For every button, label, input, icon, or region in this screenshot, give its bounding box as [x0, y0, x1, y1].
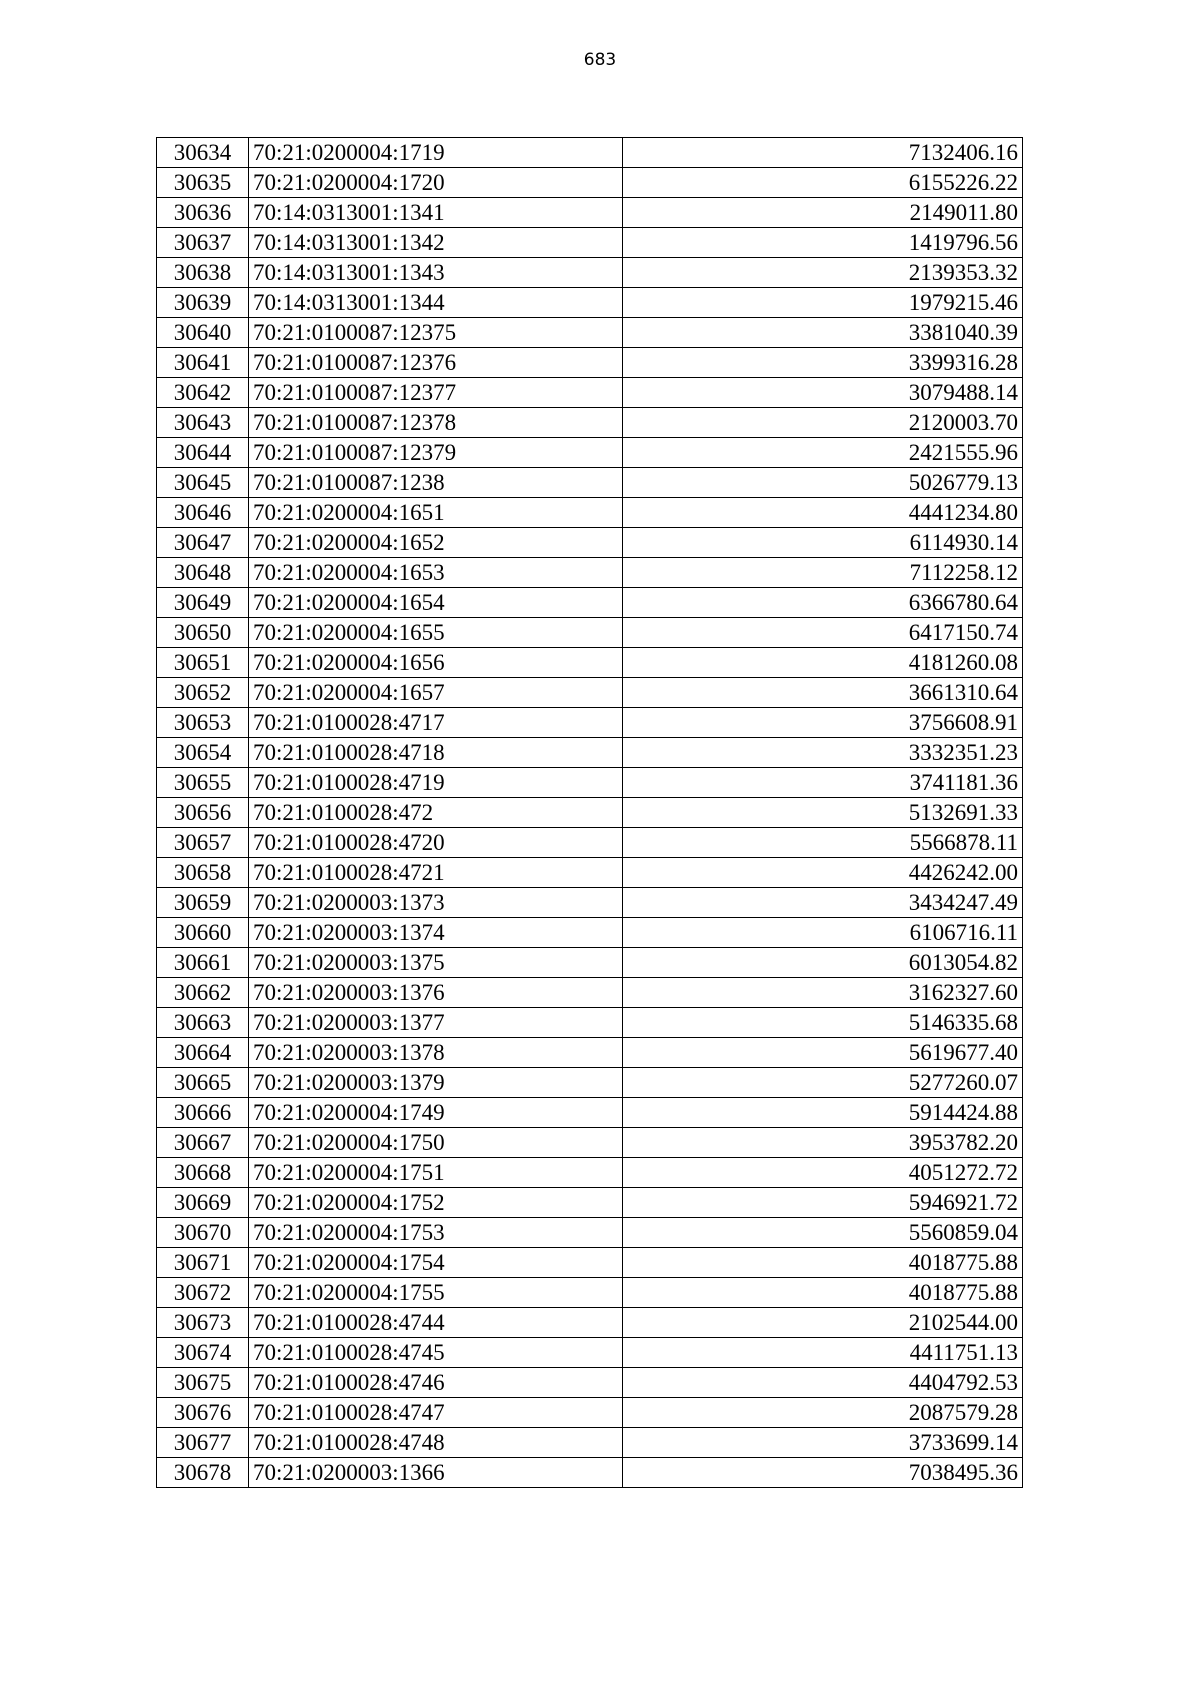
row-number-cell: 30635: [157, 168, 249, 198]
cadastral-number-cell: 70:21:0200004:1657: [249, 678, 623, 708]
row-number-cell: 30649: [157, 588, 249, 618]
row-number-cell: 30657: [157, 828, 249, 858]
row-number-cell: 30647: [157, 528, 249, 558]
table-row: [157, 1338, 1023, 1368]
cadastral-value-cell: 5560859.04: [623, 1218, 1023, 1248]
cadastral-number-cell: 70:21:0100028:4721: [249, 858, 623, 888]
cadastral-value-cell: 4051272.72: [623, 1158, 1023, 1188]
table-row: [157, 678, 1023, 708]
table-row: [157, 348, 1023, 378]
cadastral-number-cell: 70:14:0313001:1342: [249, 228, 623, 258]
table-row: [157, 138, 1023, 168]
cadastral-value-cell: 6155226.22: [623, 168, 1023, 198]
cadastral-value-cell: 5026779.13: [623, 468, 1023, 498]
cadastral-number-cell: 70:21:0100028:4745: [249, 1338, 623, 1368]
row-number-cell: 30672: [157, 1278, 249, 1308]
cadastral-number-cell: 70:21:0200004:1751: [249, 1158, 623, 1188]
row-number-cell: 30671: [157, 1248, 249, 1278]
cadastral-value-cell: 7132406.16: [623, 138, 1023, 168]
cadastral-number-cell: 70:21:0200004:1752: [249, 1188, 623, 1218]
cadastral-value-cell: 2102544.00: [623, 1308, 1023, 1338]
table-row: [157, 1368, 1023, 1398]
cadastral-value-cell: 3332351.23: [623, 738, 1023, 768]
cadastral-value-cell: 4018775.88: [623, 1278, 1023, 1308]
table-row: [157, 618, 1023, 648]
cadastral-value-cell: 3399316.28: [623, 348, 1023, 378]
cadastral-value-cell: 2087579.28: [623, 1398, 1023, 1428]
row-number-cell: 30659: [157, 888, 249, 918]
cadastral-value-cell: 3756608.91: [623, 708, 1023, 738]
table-row: [157, 1098, 1023, 1128]
table-row: [157, 468, 1023, 498]
cadastral-value-cell: 2120003.70: [623, 408, 1023, 438]
row-number-cell: 30678: [157, 1458, 249, 1488]
row-number-cell: 30646: [157, 498, 249, 528]
cadastral-number-cell: 70:21:0100087:12376: [249, 348, 623, 378]
cadastral-value-cell: 5277260.07: [623, 1068, 1023, 1098]
row-number-cell: 30669: [157, 1188, 249, 1218]
cadastral-value-cell: 4411751.13: [623, 1338, 1023, 1368]
cadastral-value-cell: 5946921.72: [623, 1188, 1023, 1218]
table-row: [157, 408, 1023, 438]
cadastral-value-cell: 4441234.80: [623, 498, 1023, 528]
cadastral-value-cell: 2421555.96: [623, 438, 1023, 468]
row-number-cell: 30648: [157, 558, 249, 588]
row-number-cell: 30655: [157, 768, 249, 798]
table-row: [157, 948, 1023, 978]
table-body: [157, 138, 1023, 1488]
cadastral-value-cell: 3733699.14: [623, 1428, 1023, 1458]
row-number-cell: 30644: [157, 438, 249, 468]
row-number-cell: 30670: [157, 1218, 249, 1248]
cadastral-value-cell: 1419796.56: [623, 228, 1023, 258]
cadastral-number-cell: 70:21:0100028:4717: [249, 708, 623, 738]
cadastral-value-cell: 1979215.46: [623, 288, 1023, 318]
cadastral-number-cell: 70:21:0200003:1377: [249, 1008, 623, 1038]
table-row: [157, 438, 1023, 468]
row-number-cell: 30639: [157, 288, 249, 318]
cadastral-number-cell: 70:21:0100028:472: [249, 798, 623, 828]
row-number-cell: 30673: [157, 1308, 249, 1338]
cadastral-value-cell: 5619677.40: [623, 1038, 1023, 1068]
cadastral-value-cell: 2139353.32: [623, 258, 1023, 288]
cadastral-number-cell: 70:21:0200004:1651: [249, 498, 623, 528]
table-row: [157, 378, 1023, 408]
cadastral-number-cell: 70:21:0100087:12378: [249, 408, 623, 438]
table-row: [157, 1008, 1023, 1038]
cadastral-number-cell: 70:21:0100087:12377: [249, 378, 623, 408]
table-row: [157, 198, 1023, 228]
cadastral-value-cell: 3381040.39: [623, 318, 1023, 348]
cadastral-number-cell: 70:21:0200004:1652: [249, 528, 623, 558]
row-number-cell: 30660: [157, 918, 249, 948]
cadastral-number-cell: 70:14:0313001:1341: [249, 198, 623, 228]
table-row: [157, 828, 1023, 858]
cadastral-number-cell: 70:21:0100028:4720: [249, 828, 623, 858]
cadastral-number-cell: 70:21:0200004:1720: [249, 168, 623, 198]
cadastral-number-cell: 70:21:0200004:1655: [249, 618, 623, 648]
table-row: [157, 558, 1023, 588]
cadastral-value-cell: 5132691.33: [623, 798, 1023, 828]
cadastral-value-cell: 6013054.82: [623, 948, 1023, 978]
cadastral-value-cell: 7038495.36: [623, 1458, 1023, 1488]
cadastral-value-cell: 4018775.88: [623, 1248, 1023, 1278]
table-row: [157, 288, 1023, 318]
cadastral-value-cell: 3079488.14: [623, 378, 1023, 408]
table-row: [157, 228, 1023, 258]
cadastral-number-cell: 70:21:0200003:1378: [249, 1038, 623, 1068]
cadastral-number-cell: 70:21:0100087:12375: [249, 318, 623, 348]
cadastral-value-cell: 4426242.00: [623, 858, 1023, 888]
cadastral-value-cell: 6417150.74: [623, 618, 1023, 648]
cadastral-number-cell: 70:21:0200004:1755: [249, 1278, 623, 1308]
row-number-cell: 30653: [157, 708, 249, 738]
cadastral-number-cell: 70:21:0100028:4719: [249, 768, 623, 798]
cadastral-number-cell: 70:21:0200003:1379: [249, 1068, 623, 1098]
table-row: [157, 768, 1023, 798]
row-number-cell: 30641: [157, 348, 249, 378]
row-number-cell: 30666: [157, 1098, 249, 1128]
table-row: [157, 1128, 1023, 1158]
cadastral-number-cell: 70:21:0100028:4747: [249, 1398, 623, 1428]
cadastral-value-table: [156, 137, 1023, 1488]
cadastral-number-cell: 70:21:0200004:1719: [249, 138, 623, 168]
row-number-cell: 30640: [157, 318, 249, 348]
row-number-cell: 30667: [157, 1128, 249, 1158]
table-row: [157, 1458, 1023, 1488]
row-number-cell: 30665: [157, 1068, 249, 1098]
row-number-cell: 30651: [157, 648, 249, 678]
row-number-cell: 30652: [157, 678, 249, 708]
table-row: [157, 1068, 1023, 1098]
table-row: [157, 1308, 1023, 1338]
table-row: [157, 258, 1023, 288]
cadastral-number-cell: 70:21:0100028:4718: [249, 738, 623, 768]
table-row: [157, 1248, 1023, 1278]
table-row: [157, 1158, 1023, 1188]
row-number-cell: 30643: [157, 408, 249, 438]
cadastral-number-cell: 70:21:0100087:12379: [249, 438, 623, 468]
row-number-cell: 30658: [157, 858, 249, 888]
row-number-cell: 30656: [157, 798, 249, 828]
cadastral-number-cell: 70:21:0200003:1366: [249, 1458, 623, 1488]
table-row: [157, 1398, 1023, 1428]
cadastral-value-cell: 5146335.68: [623, 1008, 1023, 1038]
table-row: [157, 1428, 1023, 1458]
table-row: [157, 1188, 1023, 1218]
cadastral-number-cell: 70:14:0313001:1344: [249, 288, 623, 318]
cadastral-value-cell: 6366780.64: [623, 588, 1023, 618]
cadastral-number-cell: 70:21:0200004:1750: [249, 1128, 623, 1158]
cadastral-value-cell: 3953782.20: [623, 1128, 1023, 1158]
cadastral-number-cell: 70:21:0200004:1749: [249, 1098, 623, 1128]
cadastral-value-cell: 3434247.49: [623, 888, 1023, 918]
row-number-cell: 30650: [157, 618, 249, 648]
row-number-cell: 30674: [157, 1338, 249, 1368]
table-row: [157, 168, 1023, 198]
row-number-cell: 30637: [157, 228, 249, 258]
table-row: [157, 528, 1023, 558]
table-row: [157, 798, 1023, 828]
cadastral-number-cell: 70:21:0100028:4746: [249, 1368, 623, 1398]
cadastral-number-cell: 70:21:0200004:1754: [249, 1248, 623, 1278]
table-row: [157, 738, 1023, 768]
row-number-cell: 30668: [157, 1158, 249, 1188]
row-number-cell: 30654: [157, 738, 249, 768]
cadastral-number-cell: 70:21:0100028:4748: [249, 1428, 623, 1458]
cadastral-value-cell: 6114930.14: [623, 528, 1023, 558]
row-number-cell: 30645: [157, 468, 249, 498]
cadastral-number-cell: 70:21:0200004:1654: [249, 588, 623, 618]
cadastral-number-cell: 70:21:0200003:1373: [249, 888, 623, 918]
row-number-cell: 30634: [157, 138, 249, 168]
row-number-cell: 30675: [157, 1368, 249, 1398]
cadastral-number-cell: 70:21:0200004:1653: [249, 558, 623, 588]
table-row: [157, 918, 1023, 948]
table-row: [157, 1218, 1023, 1248]
cadastral-value-cell: 2149011.80: [623, 198, 1023, 228]
cadastral-number-cell: 70:21:0200003:1374: [249, 918, 623, 948]
table-row: [157, 708, 1023, 738]
cadastral-number-cell: 70:21:0100087:1238: [249, 468, 623, 498]
table-row: [157, 1038, 1023, 1068]
cadastral-value-cell: 3741181.36: [623, 768, 1023, 798]
cadastral-value-cell: 6106716.11: [623, 918, 1023, 948]
table-row: [157, 978, 1023, 1008]
row-number-cell: 30676: [157, 1398, 249, 1428]
table-row: [157, 858, 1023, 888]
table-row: [157, 588, 1023, 618]
cadastral-number-cell: 70:21:0200003:1376: [249, 978, 623, 1008]
page-number: 683: [583, 50, 617, 70]
row-number-cell: 30662: [157, 978, 249, 1008]
row-number-cell: 30642: [157, 378, 249, 408]
table-row: [157, 318, 1023, 348]
row-number-cell: 30638: [157, 258, 249, 288]
cadastral-value-cell: 5914424.88: [623, 1098, 1023, 1128]
table-row: [157, 498, 1023, 528]
cadastral-number-cell: 70:14:0313001:1343: [249, 258, 623, 288]
cadastral-value-cell: 7112258.12: [623, 558, 1023, 588]
row-number-cell: 30677: [157, 1428, 249, 1458]
table-row: [157, 648, 1023, 678]
table-row: [157, 888, 1023, 918]
cadastral-value-cell: 3162327.60: [623, 978, 1023, 1008]
table-row: [157, 1278, 1023, 1308]
cadastral-number-cell: 70:21:0200004:1753: [249, 1218, 623, 1248]
cadastral-number-cell: 70:21:0200004:1656: [249, 648, 623, 678]
cadastral-number-cell: 70:21:0200003:1375: [249, 948, 623, 978]
row-number-cell: 30661: [157, 948, 249, 978]
row-number-cell: 30636: [157, 198, 249, 228]
cadastral-number-cell: 70:21:0100028:4744: [249, 1308, 623, 1338]
cadastral-value-cell: 4404792.53: [623, 1368, 1023, 1398]
row-number-cell: 30663: [157, 1008, 249, 1038]
cadastral-value-cell: 3661310.64: [623, 678, 1023, 708]
cadastral-value-cell: 5566878.11: [623, 828, 1023, 858]
row-number-cell: 30664: [157, 1038, 249, 1068]
cadastral-value-cell: 4181260.08: [623, 648, 1023, 678]
